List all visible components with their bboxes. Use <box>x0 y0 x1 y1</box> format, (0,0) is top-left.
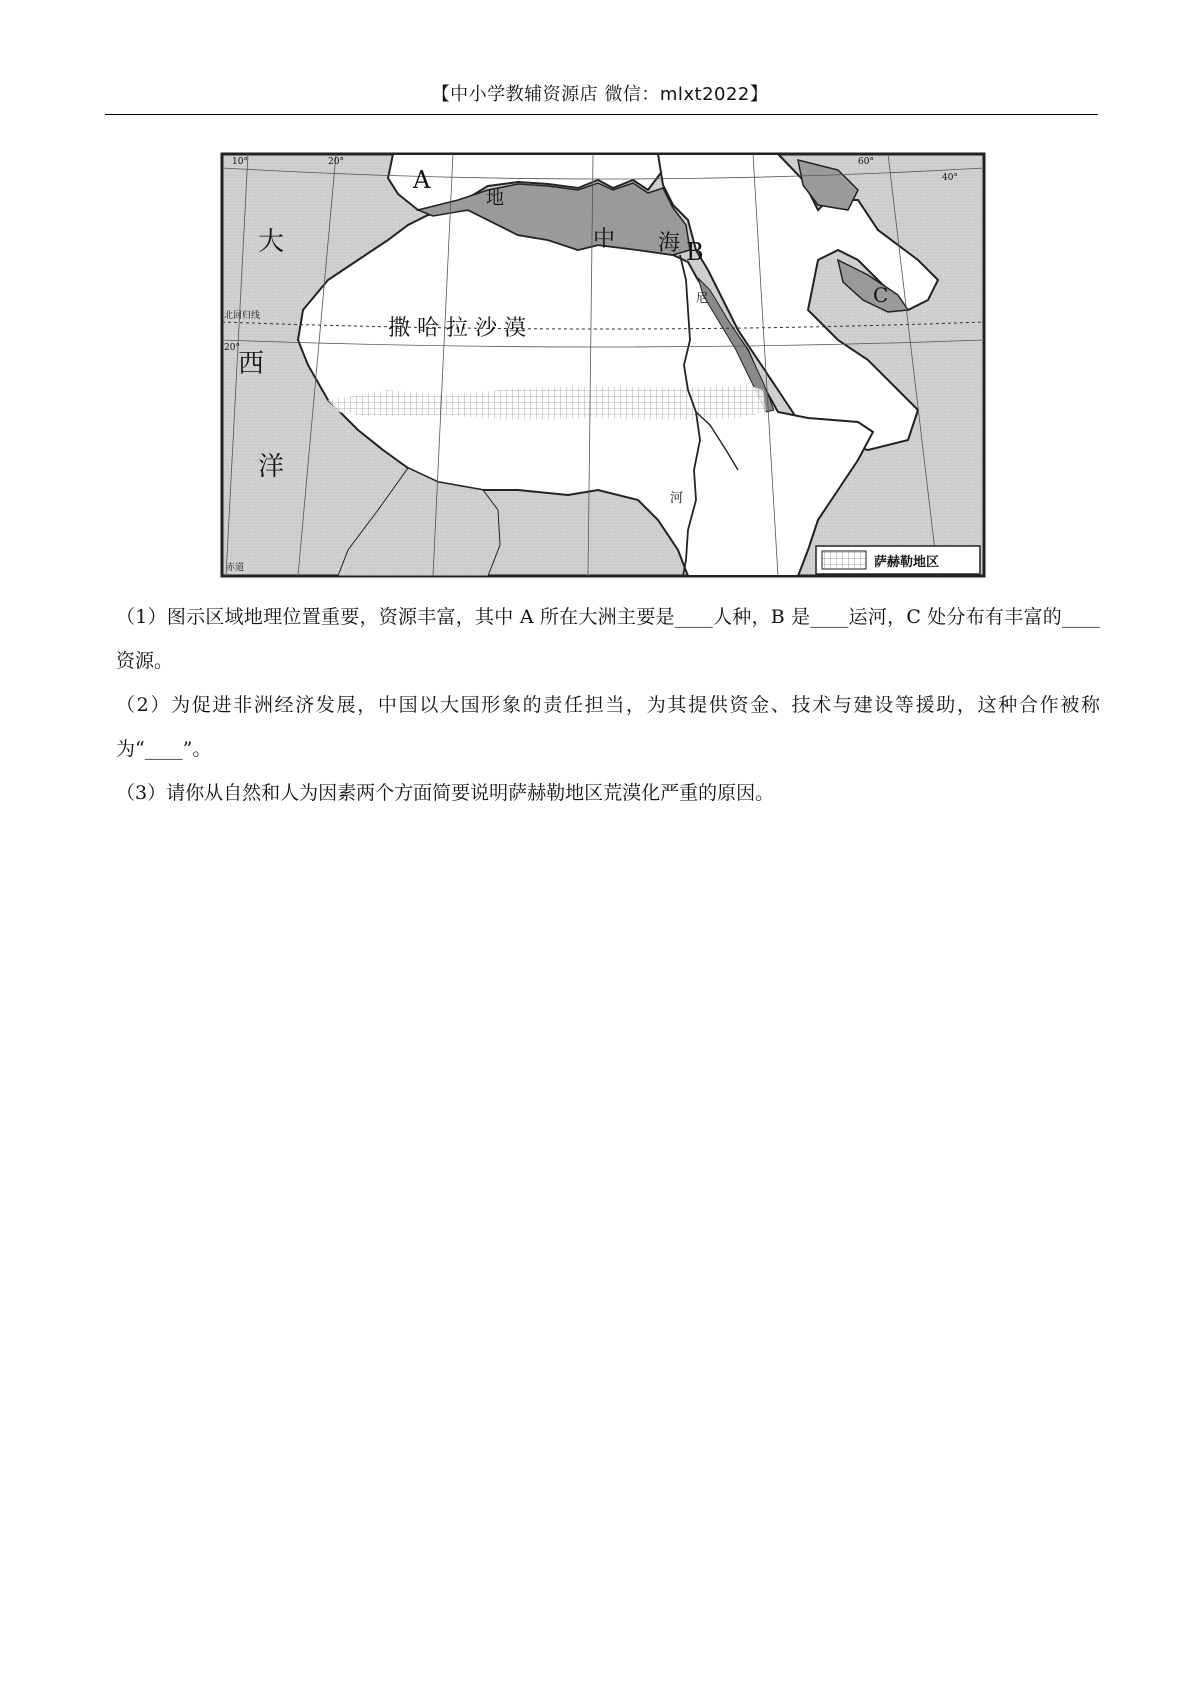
legend-sahel-swatch <box>822 551 866 569</box>
label-sahara: 撒 哈 拉 沙 漠 <box>388 316 526 341</box>
question-3 <box>116 771 1100 815</box>
question-2-text-1: （2）为促进非洲经济发展，中国以大国形象的责任担当，为其提供资金、技术与建设等援助，这种合作被称为“ <box>116 694 1100 760</box>
label-mediterranean-2: 中 <box>593 227 616 252</box>
map-figure <box>218 150 988 580</box>
question-1-blank-2: ____ <box>810 606 849 628</box>
question-2-text-2: ”。 <box>182 738 212 760</box>
question-2-blank-1: ____ <box>144 738 183 760</box>
legend-label: 萨赫勒地区 <box>874 555 940 570</box>
label-tropic: 北回归线 <box>224 311 261 321</box>
label-mediterranean-3: 海 <box>658 231 681 256</box>
question-1-blank-3: ____ <box>1062 606 1101 628</box>
map-legend <box>816 546 980 574</box>
label-atlantic-1: 大 <box>258 227 285 257</box>
label-lon-60: 60° <box>858 157 874 167</box>
question-1 <box>116 595 1100 683</box>
page-header: 【中小学教辅资源店 微信：mlxt2022】 <box>431 84 769 105</box>
label-atlantic-3: 洋 <box>258 452 285 482</box>
question-1-text-2: 人种，B 是 <box>712 606 811 628</box>
label-atlantic-2: 西 <box>238 349 265 379</box>
question-1-text-3: 运河，C 处分布有丰富的 <box>848 606 1063 628</box>
label-lat-20: 20° <box>224 343 240 353</box>
question-1-blank-1: ____ <box>674 606 713 628</box>
map-svg <box>218 150 988 580</box>
question-1-text-1: （1）图示区域地理位置重要，资源丰富，其中 A 所在大洲主要是 <box>116 606 675 628</box>
label-point-c: C <box>873 283 889 307</box>
question-1-text-4: 资源。 <box>116 650 174 672</box>
label-lon-10: 10° <box>232 157 248 167</box>
label-lat-40: 40° <box>942 173 958 183</box>
label-mediterranean-1: 地 <box>486 188 504 209</box>
header-divider <box>105 114 1098 115</box>
label-equator: 赤道 <box>226 563 245 573</box>
question-2 <box>116 683 1100 771</box>
question-3-text-1: （3）请你从自然和人为因素两个方面简要说明萨赫勒地区荒漠化严重的原因。 <box>116 782 775 804</box>
label-point-b: B <box>686 238 704 266</box>
label-nile-3: 河 <box>670 491 684 506</box>
label-point-a: A <box>413 166 431 194</box>
label-lon-20: 20° <box>328 157 344 167</box>
label-nile-1: 尼 <box>696 291 709 305</box>
